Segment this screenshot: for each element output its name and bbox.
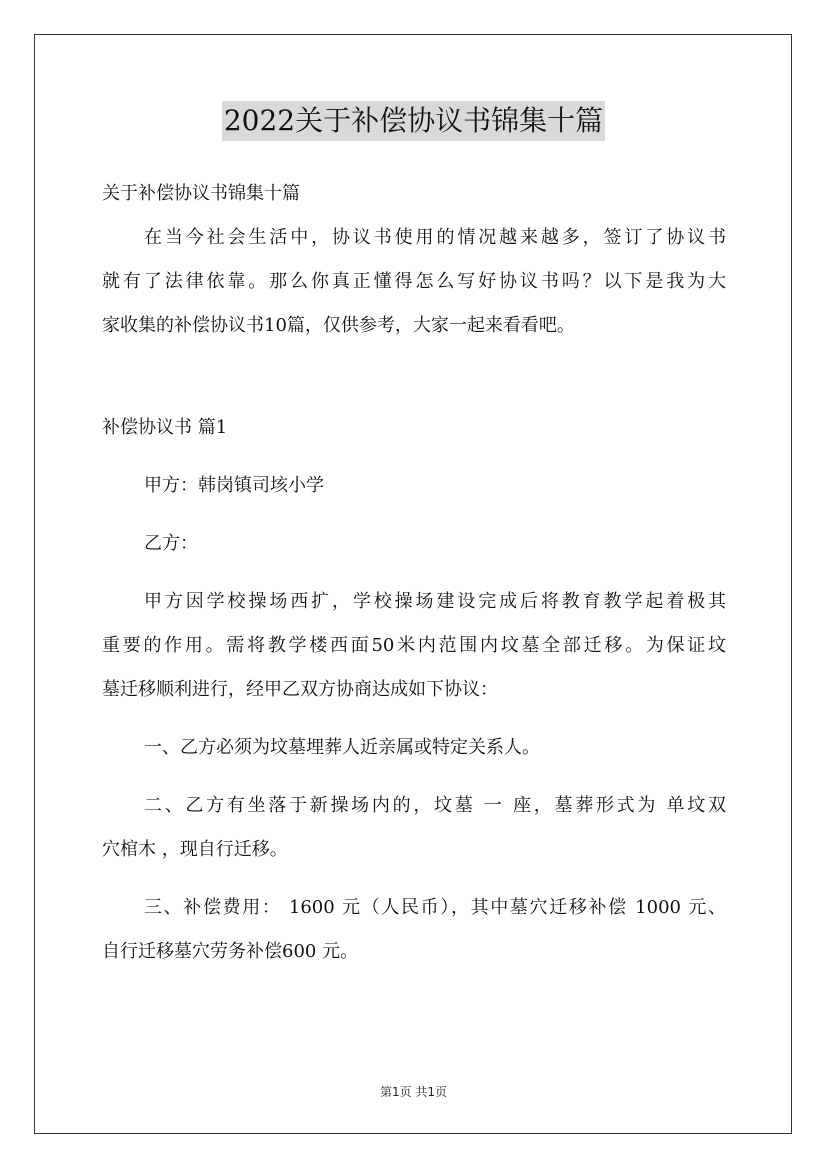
background-line: 重要的作用。需将教学楼西面50米内范围内坟墓全部迁移。为保证坟 (102, 635, 726, 656)
paragraph-spacer (102, 872, 726, 886)
clause-1: 一、乙方必须为坟墓埋葬人近亲属或特定关系人。 (144, 737, 540, 758)
background-line: 甲方因学校操场西扩，学校操场建设完成后将教育教学起着极其 (144, 591, 726, 612)
background-paragraph (102, 580, 726, 712)
intro-line: 就有了法律依靠。那么你真正懂得怎么写好协议书吗？以下是我为大 (102, 271, 726, 292)
section-heading: 补偿协议书 篇1 (102, 417, 228, 438)
document-subtitle: 关于补偿协议书锦集十篇 (102, 183, 300, 204)
paragraph-spacer (102, 712, 726, 726)
paragraph-spacer (102, 508, 726, 522)
clause-2 (102, 784, 726, 872)
paragraph-spacer (102, 770, 726, 784)
document-title-text: 2022关于补偿协议书锦集十篇 (222, 101, 605, 141)
clause-3-line: 三、补偿费用： 1600 元（人民币），其中墓穴迁移补偿 1000 元、 (144, 897, 726, 918)
background-line: 墓迁移顺利进行，经甲乙双方协商达成如下协议： (102, 679, 498, 700)
document-body (102, 172, 726, 974)
clause-2-line: 穴棺木 ，现自行迁移。 (102, 839, 288, 860)
paragraph-spacer (102, 348, 726, 406)
party-a: 甲方：韩岗镇司垓小学 (144, 475, 324, 496)
intro-line: 在当今社会生活中，协议书使用的情况越来越多，签订了协议书 (144, 227, 726, 248)
clause-3-line: 自行迁移墓穴劳务补偿600 元。 (102, 941, 359, 962)
paragraph-spacer (102, 566, 726, 580)
document-title (0, 100, 827, 141)
intro-paragraph (102, 216, 726, 348)
page-footer: 第1页 共1页 (379, 1085, 448, 1099)
party-b: 乙方： (144, 533, 198, 554)
intro-line: 家收集的补偿协议书10篇，仅供参考，大家一起来看看吧。 (102, 315, 575, 336)
paragraph-spacer (102, 450, 726, 464)
clause-2-line: 二、乙方有坐落于新操场内的，坟墓 一 座，墓葬形式为 单坟双 (144, 795, 726, 816)
clause-3 (102, 886, 726, 974)
